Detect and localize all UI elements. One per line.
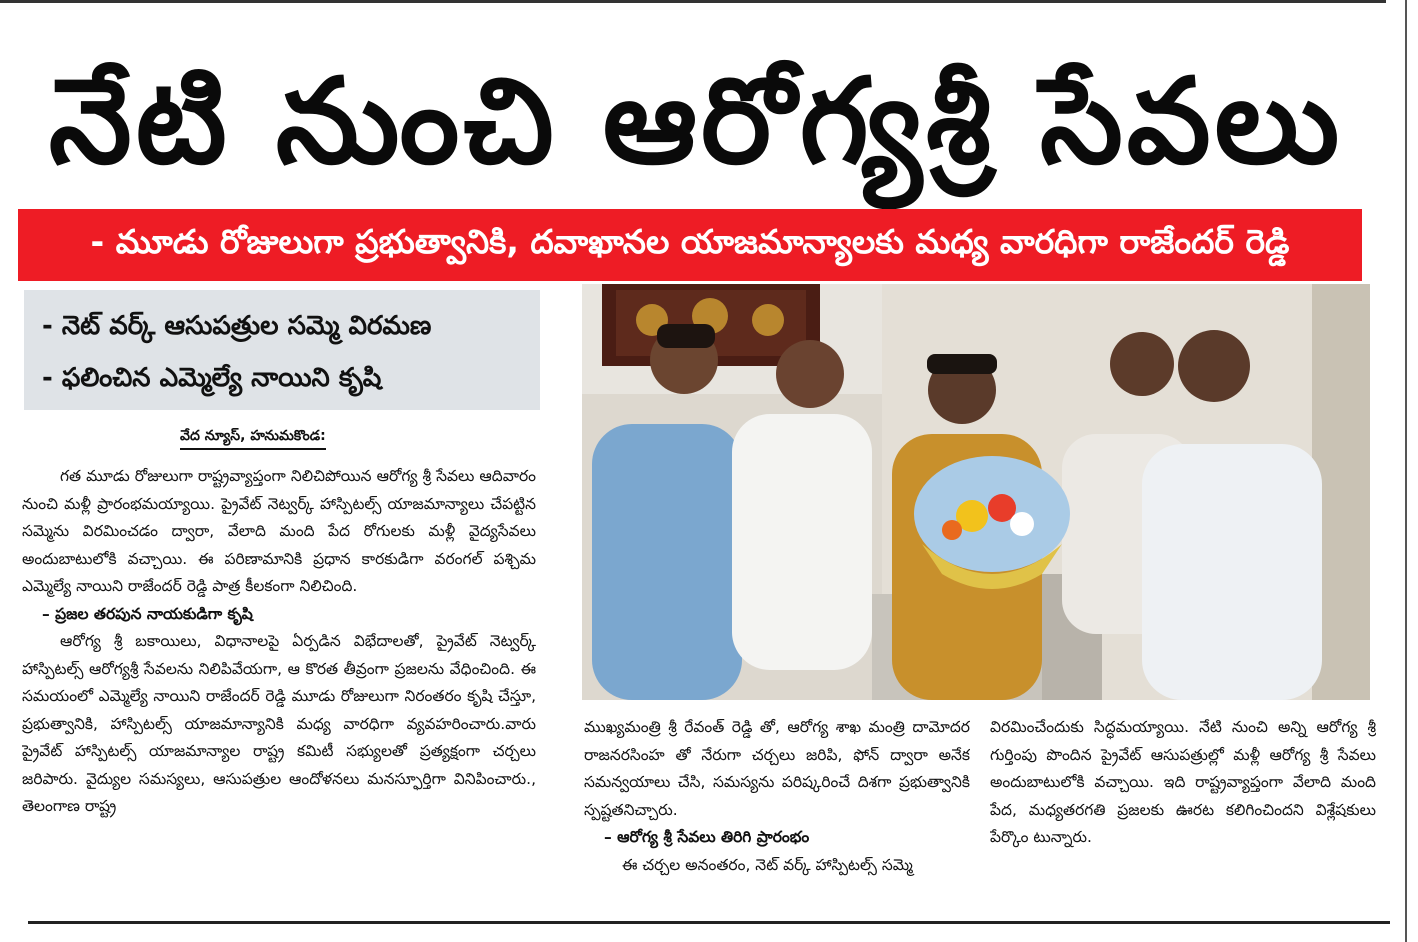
right-border-rule <box>1405 0 1407 942</box>
paragraph: ఈ చర్చల అనంతరం, నెట్ వర్క్ హాస్పిటల్స్ సమ్మె <box>622 855 913 874</box>
paragraph: ముఖ్యమంత్రి శ్రీ రేవంత్ రెడ్డి తో, ఆరోగ్య శాఖ మంత్రి దామోదర రాజనరసింహ తో నేరుగా చర్చలు జరిపి, ఫోన్ ద్వారా అనేక సమన్వయాలు చేసి, సమస్యను పరిష్కరించే దిశగా ప్రభుత్వానికి స్పష్టతనిచ్చారు. <box>584 718 970 819</box>
news-photo <box>582 284 1370 700</box>
main-headline: నేటి నుంచి ఆరోగ్యశ్రీ సేవలు <box>48 52 1344 190</box>
news-photo-illustration <box>582 284 1370 700</box>
subheads-box <box>24 290 540 410</box>
article-column-2 <box>584 714 970 894</box>
article-column-1 <box>22 463 536 909</box>
bottom-rule <box>28 921 1390 924</box>
subhead-2: - ఫలించిన ఎమ్మెల్యే నాయిని కృషి <box>42 363 382 393</box>
inline-subhead: – ఆరోగ్య శ్రీ సేవలు తిరిగి ప్రారంభం <box>604 828 810 846</box>
red-deck-banner: - మూడు రోజులుగా ప్రభుత్వానికి, దవాఖానల యాజమాన్యాలకు మధ్య వారధిగా రాజేందర్ రెడ్డి <box>18 209 1362 281</box>
article-column-3 <box>990 714 1376 894</box>
subhead-1: - నెట్ వర్క్ ఆసుపత్రుల సమ్మె విరమణ <box>42 311 432 341</box>
top-rule <box>0 0 1386 3</box>
paragraph: విరమించేందుకు సిద్ధమయ్యాయి. నేటి నుంచి అన్ని ఆరోగ్య శ్రీ గుర్తింపు పొందిన ప్రైవేట్ ఆసుపత్రుల్లో మళ్లీ ఆరోగ్య శ్రీ సేవలు అందుబాటులోకి వచ్చాయి. ఇది రాష్ట్రవ్యాప్తంగా వేలాది మంది పేద, మధ్యతరగతి ప్రజలకు ఊరట కలిగించిందని విశ్లేషకులు పేర్కొం టున్నారు. <box>990 718 1376 846</box>
dateline: వేద న్యూస్, హనుమకొండ: <box>180 428 326 450</box>
inline-subhead: – ప్రజల తరపున నాయకుడిగా కృషి <box>42 604 253 623</box>
paragraph: ఆరోగ్య శ్రీ బకాయిలు, విధానాలపై ఏర్పడిన విభేదాలతో, ప్రైవేట్ నెట్వర్క్ హాస్పిటల్స్ ఆరోగ్యశ్రీ సేవలను నిలిపివేయగా, ఆ కొరత తీవ్రంగా ప్రజలను వేధించింది. ఈ సమయంలో ఎమ్మెల్యే నాయిని రాజేందర్ రెడ్డి మూడు రోజులుగా నిరంతరం కృషి చేస్తూ, ప్రభుత్వానికి, హాస్పిటల్స్ యాజమాన్యానికి మధ్య వారధిగా వ్యవహరించారు.వారు ప్రైవేట్ హాస్పిటల్స్ యాజమాన్యాల రాష్ట్ర కమిటీ సభ్యులతో ప్రత్యక్షంగా చర్చలు జరిపారు. వైద్యుల సమస్యలు, ఆసుపత్రుల ఆందోళనలు మనస్ఫూర్తిగా వినిపించారు., తెలంగాణ రాష్ట్ర <box>22 632 536 815</box>
paragraph: గత మూడు రోజులుగా రాష్ట్రవ్యాప్తంగా నిలిచిపోయిన ఆరోగ్య శ్రీ సేవలు ఆదివారం నుంచి మళ్లీ ప్రారంభమయ్యాయి. ప్రైవేట్ నెట్వర్క్ హాస్పిటల్స్ యాజమాన్యాలు చేపట్టిన సమ్మెను విరమించడం ద్వారా, వేలాది మంది పేద రోగులకు మళ్లీ వైద్యసేవలు అందుబాటులోకి వచ్చాయి. ఈ పరిణామానికి ప్రధాన కారకుడిగా వరంగల్ పశ్చిమ ఎమ్మెల్యే నాయిని రాజేందర్ రెడ్డి పాత్ర కీలకంగా నిలిచింది. <box>22 467 536 595</box>
